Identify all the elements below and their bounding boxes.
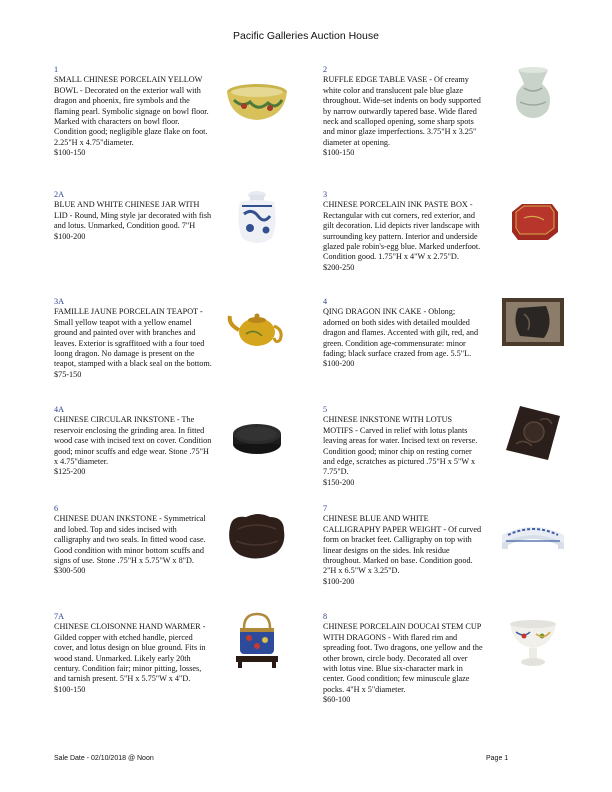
- lot-description: [323, 622, 483, 695]
- yellow-teapot-photo: [222, 296, 292, 358]
- yellow-bowl-photo: [222, 70, 292, 132]
- page-title: Pacific Galleries Auction House: [233, 30, 379, 42]
- lot-title: CHINESE BLUE AND WHITE CALLIGRAPHY PAPER WEIGHT: [323, 514, 442, 534]
- lot-title: CHINESE INKSTONE WITH LOTUS MOTIFS: [323, 415, 453, 435]
- lot-number: 3A: [54, 297, 65, 306]
- lot-title: FAMILLE JAUNE PORCELAIN TEAPOT: [54, 307, 198, 317]
- lot-number: 7A: [54, 612, 65, 621]
- page-number: Page 1: [486, 755, 509, 762]
- lot-estimate: $100-150: [54, 148, 86, 158]
- lot-description: [54, 415, 214, 467]
- lot-description: [54, 75, 214, 148]
- lot-title: CHINESE PORCELAIN DOUCAI STEM CUP WITH DRAGONS: [323, 622, 481, 642]
- lot-title: RUFFLE EDGE TABLE VASE: [323, 75, 428, 85]
- lot-details: - Round, Ming style jar decorated with fish and lotus. Unmarked, Condition good. 7"H: [54, 210, 212, 231]
- lot-estimate: $100-200: [323, 359, 355, 369]
- ruffle-vase-photo: [498, 64, 568, 126]
- stem-cup-photo: [498, 612, 568, 674]
- lot-estimate: $300-500: [54, 566, 86, 576]
- lot-number: 7: [323, 504, 328, 513]
- lot-description: [54, 200, 214, 231]
- lot-estimate: $75-150: [54, 369, 82, 379]
- blue-white-jar-photo: [222, 188, 292, 250]
- lot-description: [323, 200, 483, 262]
- lot-details: - Symmetrical and lobed. Top and sides incised with calligraphy and two seals. In fitted wood case. Good condition with minor bottom scuffs and signs of use. Stone .75"H x 5.75"W x 8"D.: [54, 514, 206, 566]
- lot-number: 8: [323, 612, 328, 621]
- lot-title: CHINESE CLOISONNE HAND WARMER: [54, 622, 201, 632]
- sale-date: Sale Date - 02/10/2018 @ Noon: [54, 755, 154, 762]
- ink-paste-box-photo: [498, 190, 568, 252]
- lot-number: 6: [54, 504, 59, 513]
- lot-description: [54, 622, 214, 684]
- lot-details: - Gilded copper with etched handle, pierced cover, and lotus design on blue ground. Fits in wood stand. Unmarked. Likely early 20th century. Condition fair; minor pitting, losses, and tarnish present. 5"H x 5.75"W x 4"D.: [54, 622, 206, 684]
- lot-estimate: $60-100: [323, 695, 351, 705]
- lot-title: SMALL CHINESE PORCELAIN YELLOW BOWL: [54, 75, 203, 95]
- lot-estimate: $125-200: [54, 467, 86, 477]
- lot-description: [323, 514, 483, 576]
- lot-estimate: $100-150: [323, 148, 355, 158]
- lot-description: [323, 415, 483, 477]
- lot-description: [54, 307, 214, 369]
- ink-cake-photo: [498, 292, 568, 354]
- circular-inkstone-photo: [222, 408, 292, 470]
- lot-details: - Of creamy white color and translucent pale blue glaze throughout. Wide-set indents on body supported by narrow outwardly tapered base. Wide flared neck and scalloped opening, some sharp spots and minor glaze imperfections. 3.75"H x 3.25" diameter at opening.: [323, 75, 481, 147]
- lot-number: 4A: [54, 405, 65, 414]
- paper-weight-photo: [498, 505, 568, 567]
- lot-number: 5: [323, 405, 328, 414]
- lot-details: - Carved in relief with lotus plants leaving areas for water. Incised text on reverse. Condition good; minor chip on resting corner and edge, scratches as pictured .75"H x 5"W x 7.75"D.: [323, 425, 478, 477]
- lot-estimate: $100-200: [323, 576, 355, 586]
- duan-inkstone-photo: [222, 505, 292, 567]
- lot-title: QING DRAGON INK CAKE: [323, 307, 422, 317]
- lot-title: CHINESE DUAN INKSTONE: [54, 514, 158, 524]
- lot-number: 3: [323, 190, 328, 199]
- lot-estimate: $200-250: [323, 262, 355, 272]
- lotus-inkstone-photo: [498, 402, 568, 464]
- lot-description: [323, 75, 483, 148]
- lot-number: 2: [323, 65, 328, 74]
- lot-estimate: $150-200: [323, 477, 355, 487]
- lot-details: - Decorated on the exterior wall with dragon and phoenix, fire symbols and the flaming pearl. Symbolic signage on bowl floor. Marked with characters on bowl floor. Condition good; negligible glaze flake on foot. 2.25"H x 4.75"diameter.: [54, 85, 209, 147]
- lot-number: 2A: [54, 190, 65, 199]
- lot-details: - Small yellow teapot with a yellow enamel ground and painted over with branches and leaves. Exterior is sgraffitoed with a four toed loong dragon. No damage is present on the teapot, stamped with a black seal on the bottom.: [54, 307, 212, 369]
- lot-details: - Oblong; adorned on both sides with detailed moulded dragon and flames. Accented with gilt, red, and green. Condition age-commensurate: minor fading; black surface crazed from age. 5.5"L.: [323, 307, 479, 359]
- lot-details: - With flared rim and spreading foot. Two dragons, one yellow and the other brown, circle body. Decorated all over with lotus vine. Blue six-character mark in center. Good condition; few minuscule glaze pocks. 4"H x 5"diameter.: [323, 632, 483, 694]
- lot-title: BLUE AND WHITE CHINESE JAR WITH LID: [54, 200, 200, 220]
- hand-warmer-photo: [222, 610, 292, 672]
- lot-description: [54, 514, 214, 566]
- lot-title: CHINESE PORCELAIN INK PASTE BOX: [323, 200, 468, 210]
- lot-details: - The reservoir enclosing the grinding area. In fitted wood case with incised text on cover. Condition good; minor scuffs and edge wear. Stone .75"H x 4.75"diameter.: [54, 415, 212, 467]
- lot-title: CHINESE CIRCULAR INKSTONE: [54, 415, 175, 425]
- lot-description: [323, 307, 483, 359]
- lot-estimate: $100-150: [54, 684, 86, 694]
- lot-details: - Rectangular with cut corners, red exterior, and gilt decoration. Lid depicts river landscape with surrounding key pattern. Interior and underside glazed pale robin's-egg blue. Marked underfoot. Condition good. 1.75"H x 4"W x 2.75"D.: [323, 200, 481, 262]
- lot-details: - Of curved form on bracket feet. Calligraphy on top with linear designs on the sides. Ink residue throughout. Marked on base. Condition good. 2"H x 6.5"W x 3.25"D.: [323, 524, 482, 576]
- lot-estimate: $100-200: [54, 231, 86, 241]
- lot-number: 1: [54, 65, 59, 74]
- lot-number: 4: [323, 297, 328, 306]
